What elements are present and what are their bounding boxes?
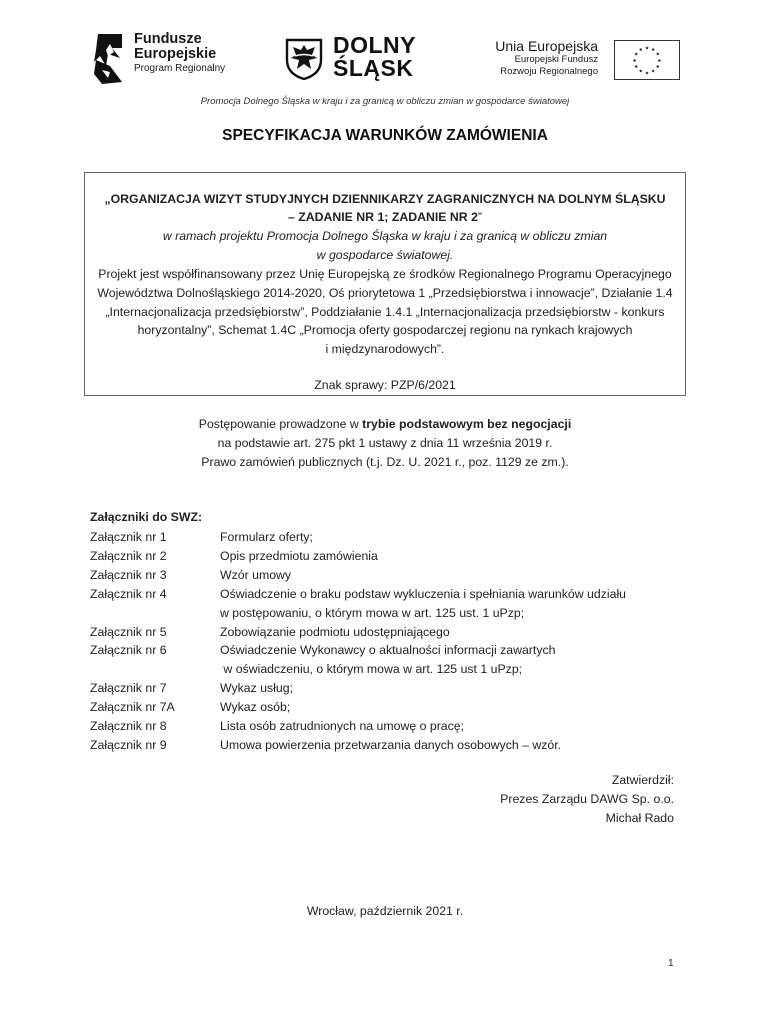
attachment-item [90, 530, 690, 549]
attachment-description-continued: w postępowaniu, o którym mowa w art. 125 ust. 1 uPzp; [220, 605, 525, 620]
procedure-line1-text: Postępowanie prowadzone w [198, 417, 363, 431]
cofinancing-line5: i międzynarodowych”. [325, 342, 445, 356]
fe-logo-line2: Europejskie [134, 46, 217, 62]
attachment-description: Wykaz usług; [220, 681, 294, 696]
attachment-item [90, 549, 690, 568]
logo-dolny-slask [283, 34, 433, 84]
ds-logo-line1: DOLNY [333, 32, 416, 58]
ds-logo-line2: ŚLĄSK [333, 55, 414, 81]
signature-name: Michał Rado [605, 811, 674, 825]
attachment-item-continuation [90, 606, 690, 625]
cofinancing-line4: horyzontalny”, Schemat 1.4C „Promocja oferty gospodarczej regionu na rynkach krajowych [137, 323, 633, 337]
attachment-label: Załącznik nr 9 [90, 737, 167, 752]
signature-approved: Zatwierdził: [611, 773, 674, 787]
svg-text:★: ★ [651, 48, 656, 54]
project-context-line1: w ramach projektu Promocja Dolnego Śląska w kraju i za granicą w obliczu zmian [162, 229, 608, 243]
cofinancing-line2: Województwa Dolnośląskiego 2014-2020, Oś priorytetowa 1 „Przedsiębiorstwa i innowacje”, Działanie 1.4 [97, 286, 673, 300]
project-title-line2 [85, 210, 685, 224]
svg-text:★: ★ [657, 58, 662, 64]
logo-fundusze-europejskie [92, 30, 252, 86]
procedure-line3: Prawo zamówień publicznych (t.j. Dz. U. 2021 r., poz. 1129 ze zm.). [201, 455, 569, 469]
project-title-close-quote: ” [477, 210, 483, 224]
svg-text:★: ★ [644, 71, 650, 77]
project-title-tasks: – ZADANIE NR 1; ZADANIE NR 2 [287, 210, 478, 224]
ue-logo-line2: Europejski Fundusz [514, 54, 598, 65]
svg-text:★: ★ [655, 52, 660, 58]
promo-tagline: Promocja Dolnego Śląska w kraju i za granicą w obliczu zmian w gospodarce światowej [200, 96, 570, 107]
attachment-label: Załącznik nr 3 [90, 567, 167, 582]
attachments-heading: Załączniki do SWZ: [90, 510, 203, 524]
attachment-label: Załącznik nr 1 [90, 530, 167, 544]
attachment-item [90, 719, 690, 738]
attachment-item [90, 681, 690, 700]
attachment-description: Wzór umowy [220, 567, 292, 582]
ue-logo-line1: Unia Europejska [495, 38, 598, 54]
case-number: Znak sprawy: PZP/6/2021 [314, 378, 456, 392]
project-info-box [84, 172, 686, 396]
attachment-description: Oświadczenie o braku podstaw wykluczenia i spełniania warunków udziału [220, 586, 627, 601]
attachment-description: Zobowiązanie podmiotu udostępniającego [220, 624, 450, 639]
procedure-line2: na podstawie art. 275 pkt 1 ustawy z dnia 11 września 2019 r. [217, 436, 553, 450]
attachment-description: Formularz oferty; [220, 530, 313, 544]
cofinancing-line3: „Internacjonalizacja przedsiębiorstw”, Poddziałanie 1.4.1 „Internacjonalizacja przedsiębiorstw - konkurs [105, 305, 665, 319]
svg-text:★: ★ [634, 65, 639, 71]
ue-logo-line3: Rozwoju Regionalnego [500, 66, 598, 77]
attachment-item [90, 738, 690, 757]
attachment-description: Opis przedmiotu zamówienia [220, 548, 378, 563]
attachment-item [90, 643, 690, 662]
attachment-description: Umowa powierzenia przetwarzania danych osobowych – wzór. [220, 737, 562, 752]
attachment-label: Załącznik nr 7A [90, 700, 175, 715]
svg-text:★: ★ [651, 69, 656, 75]
cofinancing-line1: Projekt jest współfinansowany przez Unię Europejską ze środków Regionalnego Programu Operacyjnego [98, 267, 672, 281]
svg-text:★: ★ [644, 46, 650, 52]
attachment-item [90, 625, 690, 644]
attachment-item [90, 587, 690, 606]
svg-text:★: ★ [655, 65, 660, 71]
svg-text:★: ★ [632, 58, 637, 64]
attachment-description: Lista osób zatrudnionych na umowę o pracę; [220, 719, 465, 733]
fundusze-europejskie-star-icon [92, 30, 126, 86]
page-title: SPECYFIKACJA WARUNKÓW ZAMÓWIENIA [222, 127, 548, 144]
project-context-line2: w gospodarce światowej. [316, 248, 454, 262]
place-date: Wrocław, październik 2021 r. [306, 904, 464, 918]
svg-text:★: ★ [638, 48, 643, 54]
fe-logo-line3: Program Regionalny [134, 63, 226, 74]
attachment-label: Załącznik nr 2 [90, 548, 167, 563]
logo-unia-europejska [475, 38, 680, 86]
attachment-item [90, 700, 690, 719]
project-title-line1: „ORGANIZACJA WIZYT STUDYJNYCH DZIENNIKARZY ZAGRANICZNYCH NA DOLNYM ŚLĄSKU [104, 192, 666, 206]
attachment-label: Załącznik nr 7 [90, 681, 167, 696]
silesian-eagle-icon [283, 36, 325, 80]
attachment-description-continued: w oświadczeniu, o którym mowa w art. 125 ust 1 uPzp; [220, 662, 523, 677]
attachment-description: Oświadczenie Wykonawcy o aktualności informacji zawartych [220, 643, 556, 658]
attachment-item-continuation [90, 662, 690, 681]
procedure-line1 [0, 417, 770, 431]
svg-text:★: ★ [638, 69, 643, 75]
attachment-label: Załącznik nr 5 [90, 624, 167, 639]
svg-text:★: ★ [634, 52, 639, 58]
fe-logo-line1: Fundusze [134, 31, 202, 47]
eu-flag-icon [614, 40, 680, 80]
attachment-label: Załącznik nr 8 [90, 719, 167, 733]
attachment-description: Wykaz osób; [220, 700, 291, 715]
procedure-mode: trybie podstawowym bez negocjacji [362, 417, 572, 431]
page-number: 1 [668, 958, 674, 969]
attachment-label: Załącznik nr 6 [90, 643, 167, 658]
attachment-label: Załącznik nr 4 [90, 586, 167, 601]
signature-role: Prezes Zarządu DAWG Sp. o.o. [500, 792, 674, 806]
attachment-item [90, 568, 690, 587]
